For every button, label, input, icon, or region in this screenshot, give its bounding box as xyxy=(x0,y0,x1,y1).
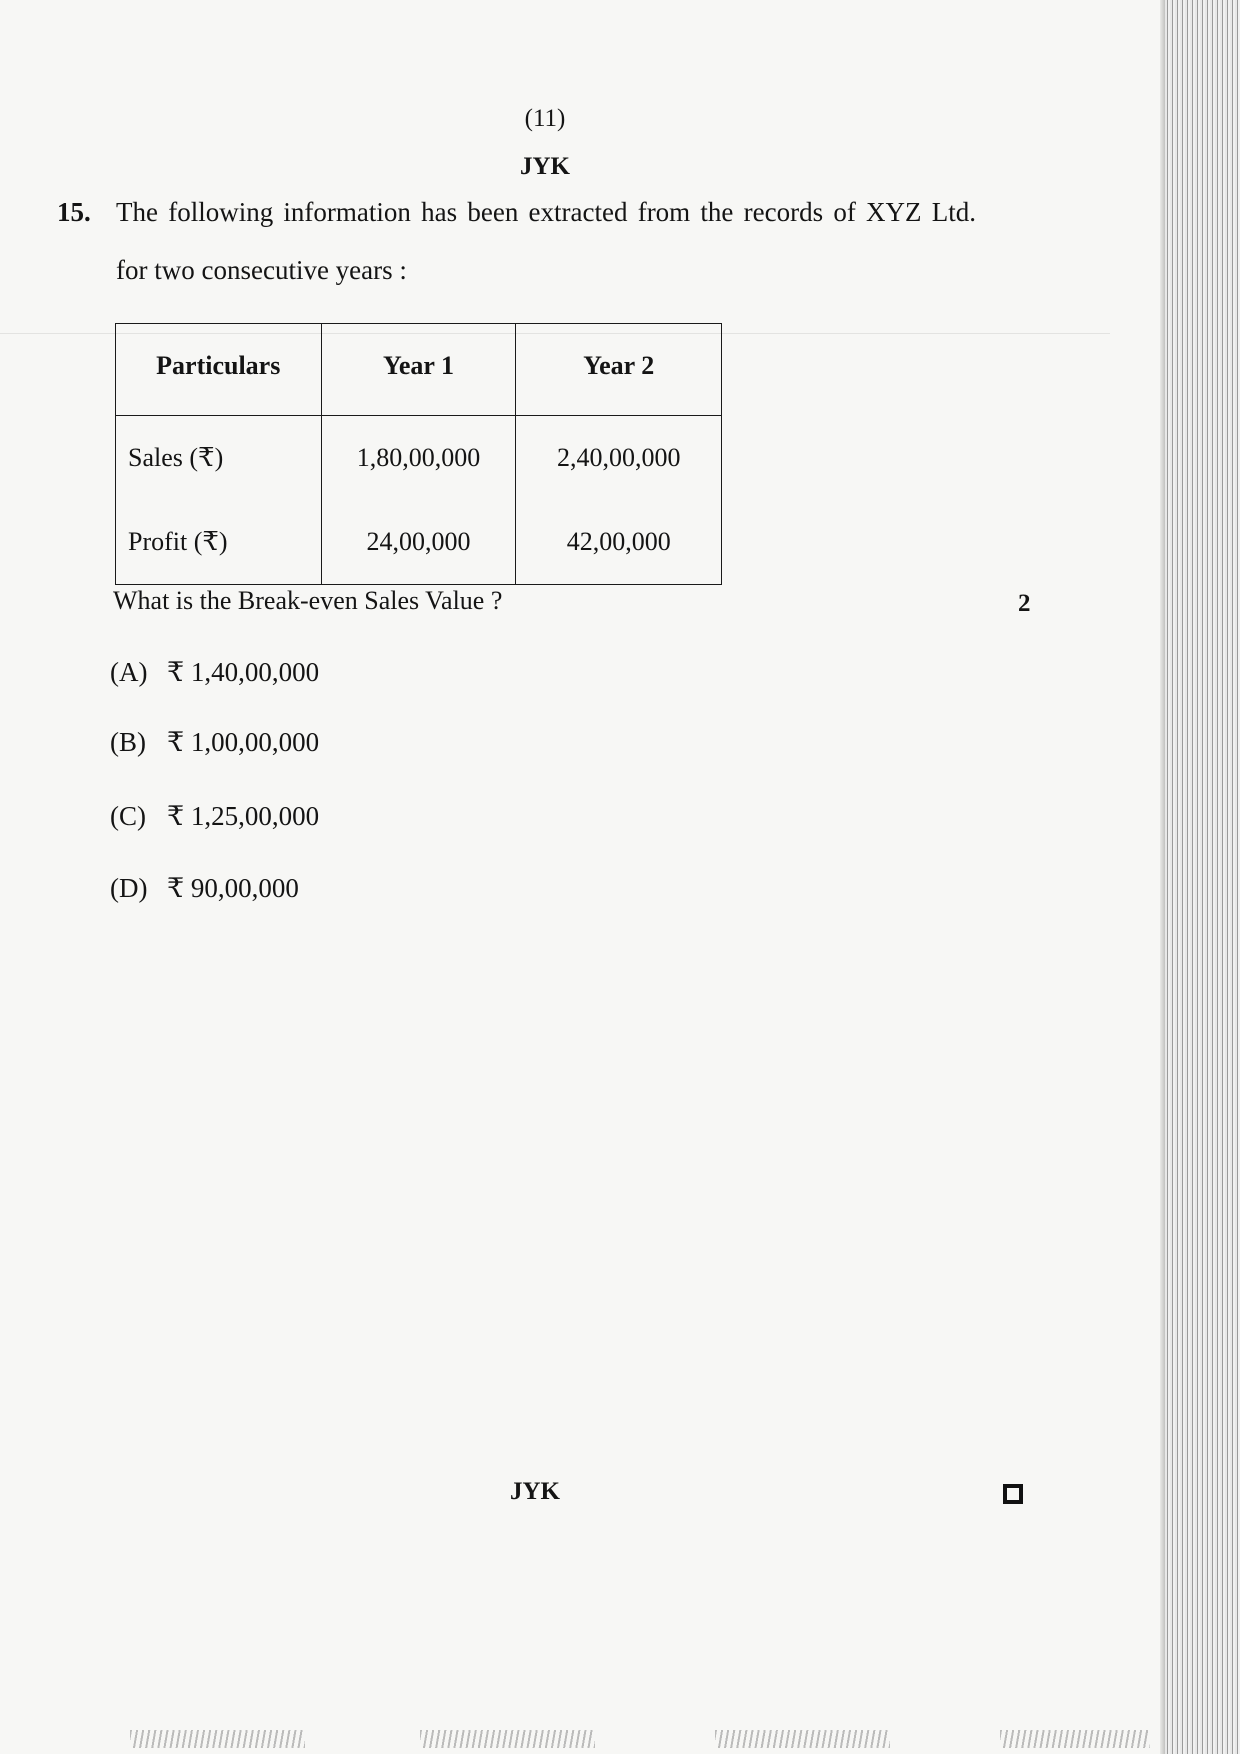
question-marks: 2 xyxy=(1018,590,1031,617)
question-prompt: What is the Break-even Sales Value ? xyxy=(113,586,503,615)
table-cell-year-1: 1,80,00,000 xyxy=(321,416,516,501)
question-stem-line-2: for two consecutive years : xyxy=(116,255,407,285)
table-header-row xyxy=(116,324,722,416)
option-c xyxy=(110,801,319,832)
question-stem-line-1: The following information has been extracted from the records of XYZ Ltd. xyxy=(116,197,976,227)
page-number: (11) xyxy=(524,105,566,132)
option-text: ₹ 1,00,00,000 xyxy=(167,727,320,757)
scan-artifact xyxy=(1000,1730,1150,1748)
table-cell-label: Sales (₹) xyxy=(116,416,322,501)
paper-code-header: JYK xyxy=(520,153,570,180)
option-text: ₹ 90,00,000 xyxy=(167,873,299,903)
option-letter: (C) xyxy=(110,801,146,831)
table-header-year-1: Year 1 xyxy=(321,324,516,416)
option-letter: (B) xyxy=(110,727,146,757)
option-text: ₹ 1,25,00,000 xyxy=(167,801,320,831)
option-b xyxy=(110,727,319,758)
table-row xyxy=(116,416,722,501)
table-header-year-2: Year 2 xyxy=(516,324,722,416)
scan-artifact xyxy=(130,1730,305,1748)
table-cell-label: Profit (₹) xyxy=(116,500,322,585)
option-text: ₹ 1,40,00,000 xyxy=(167,657,320,687)
question-number: 15. xyxy=(57,197,91,227)
scan-artifact xyxy=(715,1730,890,1748)
data-table xyxy=(115,323,722,585)
paper-code-footer: JYK xyxy=(510,1478,560,1505)
option-letter: (D) xyxy=(110,873,148,903)
option-d xyxy=(110,873,299,904)
table-row xyxy=(116,500,722,585)
table-cell-year-2: 2,40,00,000 xyxy=(516,416,722,501)
square-marker-icon xyxy=(1003,1484,1023,1504)
table-cell-year-2: 42,00,000 xyxy=(516,500,722,585)
option-letter: (A) xyxy=(110,657,148,687)
table-cell-year-1: 24,00,000 xyxy=(321,500,516,585)
scan-edge-stripes xyxy=(1165,0,1240,1754)
table-header-particulars: Particulars xyxy=(116,324,322,416)
option-a xyxy=(110,657,319,688)
scan-artifact xyxy=(420,1730,595,1748)
